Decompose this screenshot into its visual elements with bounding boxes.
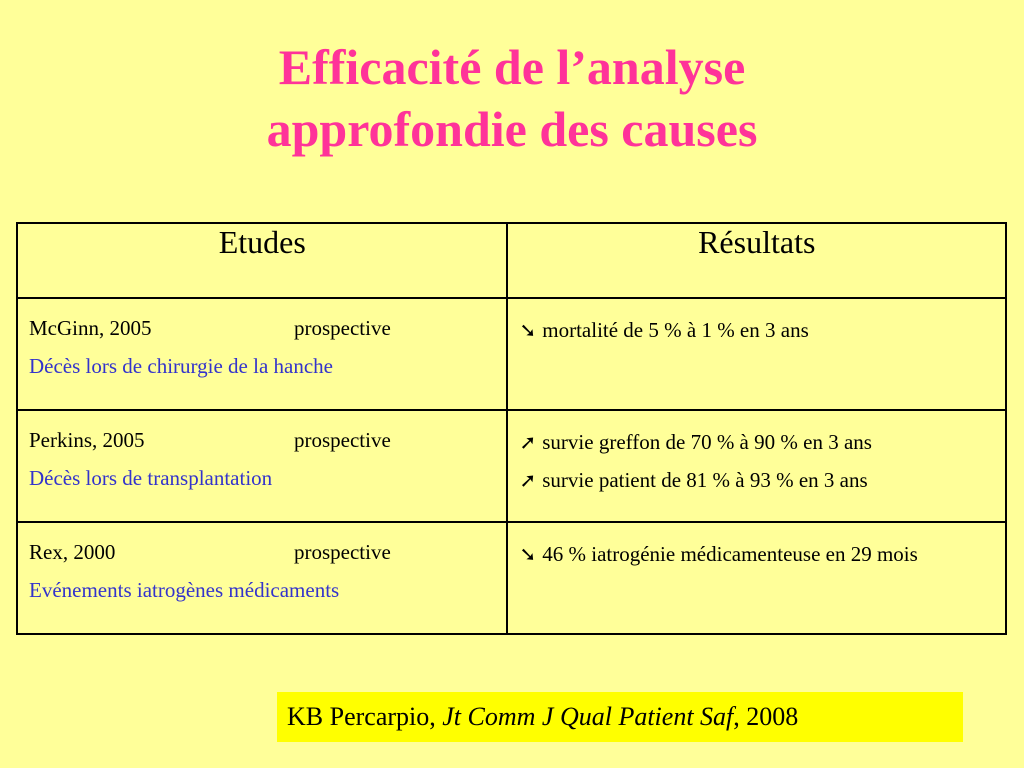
arrow-down-right-icon: ➘ [519, 318, 537, 342]
result-item [519, 461, 1005, 499]
result-text: 46 % iatrogénie médicamenteuse en 29 mois [542, 542, 918, 566]
result-item [519, 537, 1005, 571]
table-row [17, 522, 1006, 634]
table-row [17, 298, 1006, 410]
arrow-up-right-icon: ➚ [519, 430, 537, 454]
table-row [17, 410, 1006, 522]
result-cell [507, 522, 1006, 634]
result-text: survie greffon de 70 % à 90 % en 3 ans [542, 430, 872, 454]
title-line-2: approfondie des causes [266, 101, 758, 157]
study-cell [17, 298, 507, 410]
slide-title [0, 36, 1024, 160]
study-author: Perkins, 2005 [29, 428, 145, 452]
result-cell [507, 298, 1006, 410]
header-etudes: Etudes [17, 223, 507, 298]
study-cell [17, 522, 507, 634]
results-table [16, 222, 1007, 635]
study-author: Rex, 2000 [29, 540, 116, 564]
study-type: prospective [294, 316, 391, 340]
study-description: Décès lors de transplantation [29, 466, 273, 490]
result-text: mortalité de 5 % à 1 % en 3 ans [542, 318, 809, 342]
study-cell [17, 410, 507, 522]
title-line-1: Efficacité de l’analyse [278, 39, 746, 95]
citation-journal: Jt Comm J Qual Patient Saf [442, 702, 734, 731]
citation-author: KB Percarpio, [287, 702, 443, 731]
result-cell [507, 410, 1006, 522]
study-type: prospective [294, 428, 391, 452]
study-type: prospective [294, 540, 391, 564]
citation-box [277, 692, 963, 742]
citation-year: , 2008 [733, 702, 799, 731]
result-item [519, 423, 1005, 461]
arrow-up-right-icon: ➚ [519, 468, 537, 492]
result-text: survie patient de 81 % à 93 % en 3 ans [542, 468, 868, 492]
study-description: Décès lors de chirurgie de la hanche [29, 354, 333, 378]
study-description: Evénements iatrogènes médicaments [29, 578, 340, 602]
header-resultats: Résultats [507, 223, 1006, 298]
study-author: McGinn, 2005 [29, 316, 152, 340]
table-header-row [17, 223, 1006, 298]
result-item [519, 311, 1005, 349]
arrow-down-right-icon: ➘ [519, 542, 537, 566]
